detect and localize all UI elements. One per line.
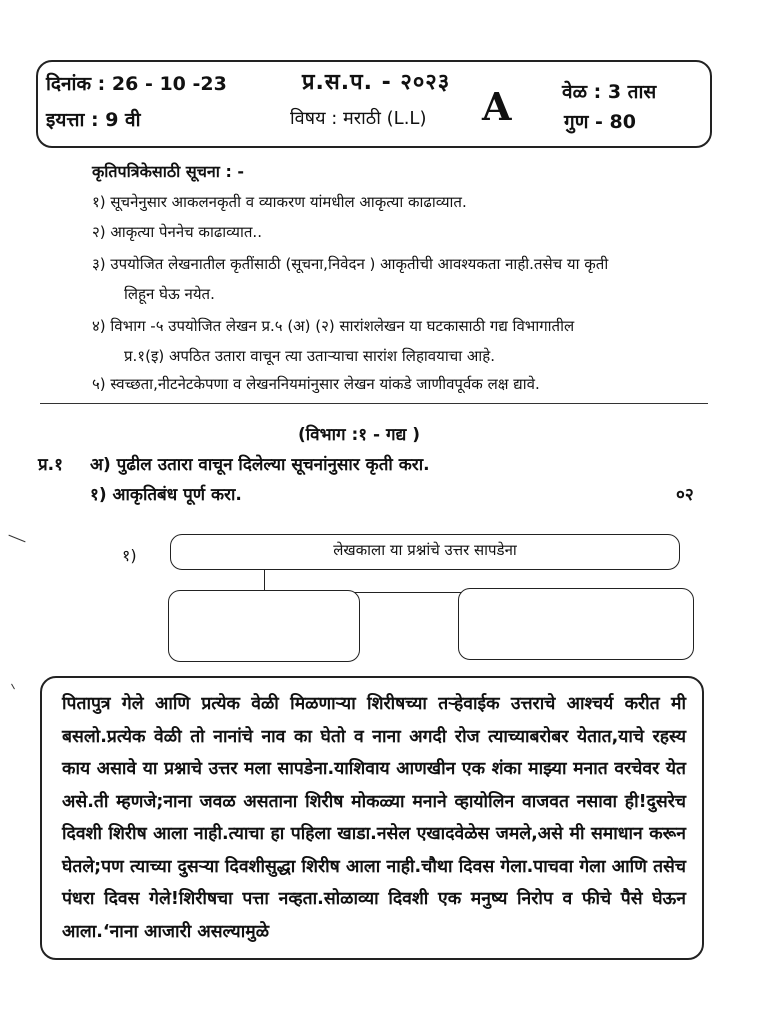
exam-time: वेळ : 3 तास [562, 81, 657, 103]
concept-map-main-box [170, 534, 680, 570]
instruction-item: ४) विभाग -५ उपयोजित लेखन प्र.५ (अ) (२) सारांशलेखन या घटकासाठी गद्य विभागातील [92, 317, 575, 335]
question-marks: ०२ [676, 485, 694, 505]
paper-code: प्र.स.प. - २०२३ [302, 70, 451, 95]
instruction-item: २) आकृत्या पेननेच काढाव्यात.. [92, 223, 262, 241]
passage-box [40, 676, 704, 960]
question-text: अ) पुढील उतारा वाचून दिलेल्या सूचनांनुसार कृती करा. [90, 455, 430, 475]
instruction-item: ५) स्वच्छता,नीटनेटकेपणा व लेखननियमांनुसार लेखन यांकडे जाणीवपूर्वक लक्ष द्यावे. [92, 375, 540, 393]
margin-mark [8, 535, 25, 543]
passage-text: पितापुत्र गेले आणि प्रत्येक वेळी मिळणाऱ्या शिरीषच्या तऱ्हेवाईक उत्तराचे आश्चर्य करीत मी बसलो.प्रत्येक वेळी तो नानांचे नाव का घेतो व नाना अगदी रोज त्याच्याबरोबर येतात,याचे रहस्य काय असावे या प्रश्नाचे उत्तर मला सापडेना.याशिवाय आणखीन एक शंका माझ्या मनात वरचेवर येत असे.ती म्हणजे;नाना जवळ असताना शिरीष मोकळ्या मनाने व्हायोलिन वाजवत नसावा ही!दुसरेच दिवशी शिरीष आला नाही.त्याचा हा पहिला खाडा.नसेल एखादवेळेस जमले,असे मी समाधान करून घेतले;पण त्याच्या दुसऱ्या दिवशीसुद्धा शिरीष आला नाही.चौथा दिवस गेला.पाचवा गेला आणि तसेच पंधरा दिवस गेले!शिरीषचा पत्ता नव्हता.सोळाव्या दिवशी एक मनुष्य निरोप व फीचे पैसे घेऊन आला.‘नाना आजारी असल्यामुळे [62, 694, 686, 942]
concept-map-main-label: लेखकाला या प्रश्नांचे उत्तर सापडेना [333, 541, 517, 559]
instruction-item: १) सूचनेनुसार आकलनकृती व व्याकरण यांमधील आकृत्या काढाव्यात. [92, 193, 467, 211]
total-marks: गुण - 80 [564, 111, 636, 133]
exam-date: दिनांक : 26 - 10 -23 [46, 73, 227, 95]
margin-mark [11, 684, 15, 690]
answer-box-left[interactable] [168, 590, 360, 662]
instruction-item: ३) उपयोजित लेखनातील कृतींसाठी (सूचना,निवेदन ) आकृतीची आवश्यकता नाही.तसेच या कृती [92, 255, 609, 273]
subject-label: विषय : मराठी (L.L) [290, 108, 427, 129]
class-label: इयत्ता : 9 वी [46, 109, 141, 131]
section-heading: (विभाग :१ - गद्य ) [298, 425, 420, 445]
instructions-title: कृतिपत्रिकेसाठी सूचना : - [92, 162, 245, 181]
set-letter: A [482, 84, 512, 129]
concept-map-number: १) [122, 546, 137, 565]
instruction-item-continued: प्र.१(इ) अपठित उतारा वाचून त्या उताऱ्याचा सारांश लिहावयाचा आहे. [124, 347, 495, 365]
sub-question: १) आकृतिबंध पूर्ण करा. [90, 485, 242, 505]
divider-line [40, 403, 708, 404]
answer-box-right[interactable] [458, 588, 694, 660]
instruction-item-continued: लिहून घेऊ नयेत. [124, 285, 215, 303]
question-number: प्र.१ [38, 455, 63, 475]
connector-line [264, 570, 265, 592]
